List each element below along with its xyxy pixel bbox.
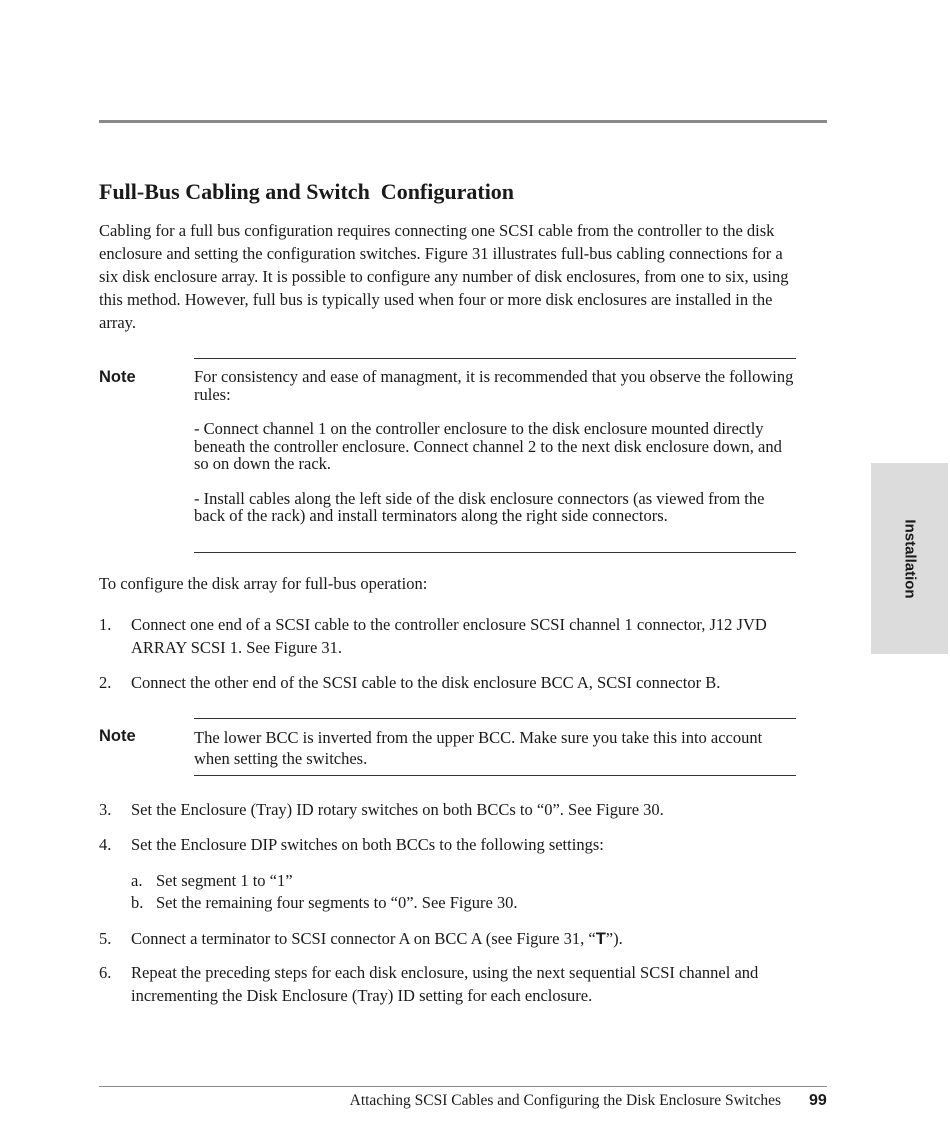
terminator-symbol: T <box>595 930 606 948</box>
note-body <box>194 718 796 776</box>
step-number: 4. <box>99 835 112 854</box>
step-text-before: Connect a terminator to SCSI connector A on BCC A (see Figure 31, “ <box>131 929 596 948</box>
note-label: Note <box>99 727 136 745</box>
substep-text: Set the remaining four segments to “0”. See Figure 30. <box>156 893 518 912</box>
step-text-after: ”). <box>605 929 623 948</box>
substep-letter: a. <box>131 871 143 890</box>
note-rule-cables: - Install cables along the left side of the disk enclosure connectors (as viewed from the back of the rack) and install terminators along the right side connectors. <box>194 488 765 525</box>
side-tab-label: Installation <box>901 518 918 599</box>
footer-chapter-title: Attaching SCSI Cables and Configuring the Disk Enclosure Switches <box>349 1092 781 1109</box>
page-number: 99 <box>809 1092 827 1109</box>
step-text: Repeat the preceding steps for each disk enclosure, using the next sequential SCSI channel and incrementing the Disk Enclosure (Tray) ID setting for each enclosure. <box>131 963 759 1005</box>
section-side-tab <box>871 463 948 654</box>
step-text: Connect the other end of the SCSI cable to the disk enclosure BCC A, SCSI connector B. <box>131 673 721 692</box>
note-body <box>194 358 796 553</box>
footer-rule <box>99 1086 827 1087</box>
configure-intro: To configure the disk array for full-bus operation: <box>99 574 428 593</box>
note-intro: For consistency and ease of managment, it is recommended that you observe the following rules: <box>194 367 794 404</box>
substep-letter: b. <box>131 893 144 912</box>
note-rule-channel: - Connect channel 1 on the controller enclosure to the disk enclosure mounted directly beneath the controller enclosure. Connect channel 2 to the next disk enclosure down, and so on down the rack. <box>194 419 782 473</box>
step-1 <box>99 613 799 659</box>
step-4 <box>99 833 799 856</box>
intro-paragraph: Cabling for a full bus configuration requires connecting one SCSI cable from the controller to the disk enclosure and setting the configuration switches. Figure 31 illustrates full-bus cabling connections for a six disk enclosure array. It is possible to configure any number of disk enclosures, from one to six, using this method. However, full bus is typically used when four or more disk enclosures are installed in the array. <box>99 221 789 332</box>
step-text <box>131 927 799 951</box>
step-number: 3. <box>99 800 112 819</box>
step-2 <box>99 671 799 694</box>
substep-text: Set segment 1 to “1” <box>156 871 293 890</box>
top-rule <box>99 120 827 123</box>
substep-a <box>131 869 781 892</box>
step-number: 5. <box>99 929 112 948</box>
note-text: The lower BCC is inverted from the upper BCC. Make sure you take this into account when setting the switches. <box>194 728 763 768</box>
step-text: Set the Enclosure (Tray) ID rotary switches on both BCCs to “0”. See Figure 30. <box>131 800 664 819</box>
step-number: 6. <box>99 963 112 982</box>
step-6 <box>99 961 799 1007</box>
step-text: Connect one end of a SCSI cable to the controller enclosure SCSI channel 1 connector, J12 JVD ARRAY SCSI 1. See Figure 31. <box>131 615 767 657</box>
step-3 <box>99 798 799 821</box>
substep-b <box>131 891 781 914</box>
step-number: 2. <box>99 673 112 692</box>
step-number: 1. <box>99 615 112 634</box>
note-label: Note <box>99 368 136 386</box>
step-5 <box>99 927 799 951</box>
step-text: Set the Enclosure DIP switches on both BCCs to the following settings: <box>131 835 604 854</box>
section-title: Full-Bus Cabling and Switch Configuration <box>99 179 515 204</box>
